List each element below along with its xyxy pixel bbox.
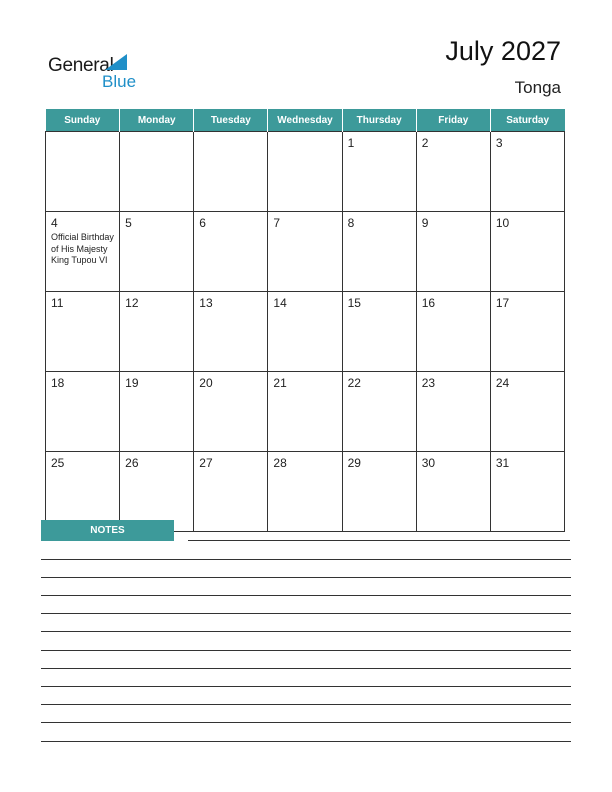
day-number: 30 [421, 456, 436, 470]
day-number: 3 [495, 136, 503, 150]
notes-line [41, 704, 571, 705]
day-cell [268, 292, 342, 372]
day-cell [342, 292, 416, 372]
day-number: 28 [273, 456, 287, 470]
day-cell [416, 212, 490, 292]
day-number: 1 [347, 136, 355, 150]
day-number: 26 [125, 456, 139, 470]
day-number: 12 [125, 296, 139, 310]
notes-line [41, 595, 571, 596]
day-cell [416, 292, 490, 372]
weekday-wednesday: Wednesday [268, 109, 342, 132]
day-cell [46, 212, 120, 292]
day-cell [120, 212, 194, 292]
notes-line [41, 686, 571, 687]
week-row [46, 212, 565, 292]
day-cell [416, 452, 490, 532]
day-cell [194, 452, 268, 532]
weekday-monday: Monday [120, 109, 194, 132]
calendar-country: Tonga [514, 78, 561, 97]
day-number: 23 [421, 376, 436, 390]
weekday-saturday: Saturday [490, 109, 564, 132]
day-number: 6 [199, 216, 206, 230]
weekday-friday: Friday [416, 109, 490, 132]
day-number: 15 [347, 296, 361, 310]
weekday-sunday: Sunday [46, 109, 120, 132]
logo-general-text: General [48, 55, 114, 76]
day-cell [342, 372, 416, 452]
day-number: 11 [51, 296, 64, 310]
day-cell [416, 132, 490, 212]
day-number: 16 [421, 296, 436, 310]
day-number: 5 [125, 216, 132, 230]
notes-line [41, 650, 571, 651]
day-cell [490, 212, 564, 292]
day-cell [194, 372, 268, 452]
day-cell [342, 212, 416, 292]
weekday-thursday: Thursday [342, 109, 416, 132]
day-cell [490, 132, 564, 212]
day-cell [194, 212, 268, 292]
holiday-label: Official Birthday of His Majesty King Tupou VI [51, 232, 114, 265]
day-cell [490, 452, 564, 532]
day-number: 21 [273, 376, 287, 390]
day-cell [342, 132, 416, 212]
day-number: 2 [421, 136, 429, 150]
notes-line [41, 722, 571, 723]
day-cell [194, 132, 268, 212]
day-cell [268, 452, 342, 532]
day-cell [46, 372, 120, 452]
day-number: 7 [273, 216, 281, 230]
weekday-tuesday: Tuesday [194, 109, 268, 132]
notes-line [41, 631, 571, 632]
day-number: 19 [125, 376, 139, 390]
day-cell [194, 292, 268, 372]
day-number: 14 [273, 296, 287, 310]
day-cell [120, 292, 194, 372]
week-row [46, 132, 565, 212]
day-cell [268, 132, 342, 212]
week-row [46, 372, 565, 452]
notes-line [188, 540, 570, 541]
generalblue-logo [48, 52, 148, 92]
day-number: 20 [199, 376, 213, 390]
day-cell [490, 372, 564, 452]
day-number: 4 [51, 216, 58, 230]
day-number: 10 [495, 216, 510, 230]
notes-line [41, 613, 571, 614]
day-number: 9 [421, 216, 429, 230]
day-cell [490, 292, 564, 372]
day-number: 24 [495, 376, 510, 390]
day-cell [416, 372, 490, 452]
day-number: 8 [347, 216, 355, 230]
notes-line [41, 559, 571, 560]
day-cell [120, 132, 194, 212]
logo-blue-text: Blue [102, 72, 137, 91]
notes-line [41, 668, 571, 669]
day-number: 29 [347, 456, 361, 470]
notes-label: NOTES [41, 520, 174, 541]
day-cell [120, 372, 194, 452]
week-row [46, 292, 565, 372]
day-number: 22 [347, 376, 361, 390]
calendar-grid [45, 109, 565, 532]
day-cell [342, 452, 416, 532]
day-cell [46, 292, 120, 372]
day-cell [268, 212, 342, 292]
logo-triangle-icon [105, 54, 127, 70]
day-number: 27 [199, 456, 213, 470]
day-number: 18 [51, 376, 65, 390]
weekday-header-row [46, 109, 565, 132]
calendar-title: July 2027 [445, 36, 561, 66]
day-number: 13 [199, 296, 213, 310]
day-cell [268, 372, 342, 452]
notes-line [41, 741, 571, 742]
day-number: 17 [495, 296, 510, 310]
day-cell [46, 132, 120, 212]
day-number: 25 [51, 456, 65, 470]
day-number: 31 [495, 456, 510, 470]
notes-line [41, 577, 571, 578]
